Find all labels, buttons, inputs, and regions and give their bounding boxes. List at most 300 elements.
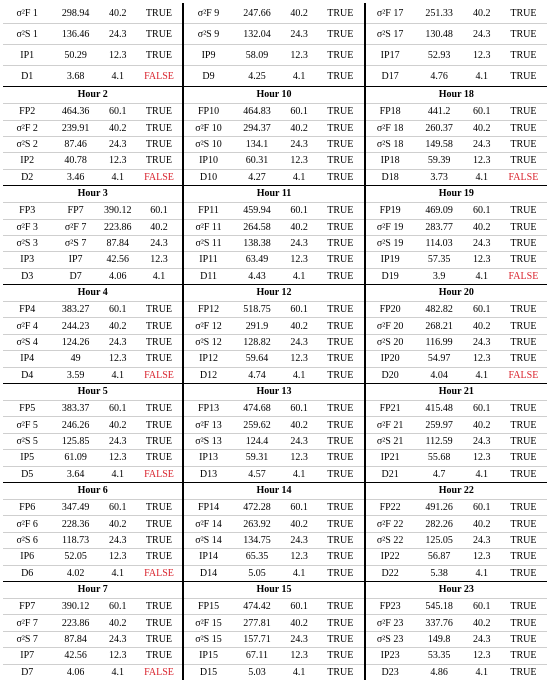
threshold-cell: 42.56 <box>106 254 129 266</box>
value-cell: 130.48 <box>425 28 453 40</box>
variable-cell: D2 <box>21 171 34 183</box>
result-cell: TRUE <box>145 419 173 431</box>
value-cell: 60.31 <box>245 155 269 167</box>
table-row <box>184 301 363 317</box>
table-row <box>3 598 182 614</box>
value-cell: 4.43 <box>248 270 266 282</box>
hour-block-continued <box>3 3 182 86</box>
table-row <box>3 664 182 680</box>
threshold-cell: 24.3 <box>108 139 127 151</box>
result-cell: TRUE <box>145 518 173 530</box>
value-cell: 259.97 <box>425 419 453 431</box>
result-cell: TRUE <box>327 601 354 613</box>
variable-cell: D15 <box>199 666 218 678</box>
table-row <box>184 251 363 267</box>
threshold-cell: 60.1 <box>290 106 308 118</box>
table-row <box>184 103 363 119</box>
result-cell: TRUE <box>327 28 354 40</box>
result-cell: TRUE <box>510 139 537 151</box>
variable-cell: σ²F 9 <box>197 7 220 19</box>
table-row <box>366 65 547 86</box>
result-cell: TRUE <box>510 70 537 82</box>
table-row <box>184 515 363 531</box>
hour-header: Hour 13 <box>256 386 292 398</box>
table-row <box>184 23 363 44</box>
variable-cell: σ²F 5 <box>16 419 38 431</box>
threshold-cell: 24.3 <box>472 139 491 151</box>
variable-cell: D10 <box>199 171 218 183</box>
result-cell: FALSE <box>144 468 174 480</box>
variable-cell: σ²F 4 <box>16 320 38 332</box>
threshold-cell: 4.1 <box>111 369 124 381</box>
threshold-cell: 40.2 <box>290 617 308 629</box>
value-cell: 4.25 <box>248 70 266 82</box>
table-row <box>3 416 182 432</box>
threshold-cell: 40.2 <box>472 320 491 332</box>
hour-rows <box>184 499 363 581</box>
result-cell: TRUE <box>327 270 354 282</box>
value-cell: 149.8 <box>427 634 451 646</box>
hour-rows <box>3 499 182 581</box>
value-cell: 56.87 <box>427 551 451 563</box>
variable-cell: IP3 <box>20 254 35 266</box>
result-cell: TRUE <box>327 205 354 217</box>
result-cell: TRUE <box>327 468 354 480</box>
result-cell: TRUE <box>327 403 354 415</box>
value-cell: 5.03 <box>248 666 266 678</box>
result-cell: TRUE <box>510 254 537 266</box>
variable-cell: IP5 <box>20 452 35 464</box>
threshold-cell: 60.1 <box>290 403 308 415</box>
variable-cell: σ²S 6 <box>16 535 38 547</box>
hour-rows <box>184 202 363 284</box>
value-cell: 40.78 <box>64 155 87 167</box>
result-cell: TRUE <box>510 567 537 579</box>
variable-cell: D22 <box>381 567 399 579</box>
table-row <box>184 136 363 152</box>
table-row <box>184 65 363 86</box>
result-cell: TRUE <box>145 7 173 19</box>
hour-header: Hour 3 <box>77 188 108 200</box>
table-row <box>3 44 182 65</box>
table-row <box>3 466 182 482</box>
result-cell: TRUE <box>510 106 537 118</box>
result-cell: TRUE <box>510 419 537 431</box>
variable-cell: σ²S 19 <box>376 238 404 250</box>
threshold-cell: 4.1 <box>292 270 306 282</box>
variable-cell: σ²F 19 <box>376 221 404 233</box>
result-cell: TRUE <box>145 122 173 134</box>
variable-cell: IP13 <box>199 452 218 464</box>
value-cell: 3.73 <box>430 171 448 183</box>
variable-cell: FP22 <box>379 502 401 514</box>
variable-cell: D17 <box>381 70 399 82</box>
result-cell: TRUE <box>145 320 173 332</box>
variable-cell: IP17 <box>380 49 400 61</box>
hour-rows <box>3 400 182 482</box>
hour-block <box>184 482 363 581</box>
table-row <box>184 466 363 482</box>
threshold-cell: 12.3 <box>472 254 491 266</box>
variable-cell: D23 <box>381 666 399 678</box>
threshold-cell: 40.2 <box>108 320 127 332</box>
value-cell: 474.68 <box>243 403 271 415</box>
table-row <box>3 631 182 647</box>
value-cell: 294.37 <box>243 122 271 134</box>
result-cell: TRUE <box>510 666 537 678</box>
variable-cell: FP5 <box>19 403 36 415</box>
threshold-cell: 40.2 <box>108 7 127 19</box>
table-row <box>184 152 363 168</box>
hour-rows <box>3 301 182 383</box>
table-row <box>366 499 547 515</box>
result-cell: TRUE <box>510 535 537 547</box>
hour-block <box>366 185 547 284</box>
variable-cell: FP6 <box>19 502 36 514</box>
table-row <box>3 400 182 416</box>
result-cell: TRUE <box>510 468 537 480</box>
threshold-cell: 60.1 <box>108 304 127 316</box>
threshold-cell: 12.3 <box>472 551 491 563</box>
hour-header: Hour 21 <box>438 386 474 398</box>
hour-header: Hour 2 <box>77 89 108 101</box>
value-cell: 247.66 <box>243 7 271 19</box>
table-row <box>366 350 547 366</box>
table-row <box>184 317 363 333</box>
threshold-cell: 24.3 <box>290 337 308 349</box>
result-cell: TRUE <box>145 49 173 61</box>
result-cell: TRUE <box>145 452 173 464</box>
value-cell: 55.68 <box>427 452 451 464</box>
table-row <box>366 565 547 581</box>
threshold-cell: 12.3 <box>108 353 127 365</box>
value-cell: 124.26 <box>61 337 90 349</box>
value-cell: 251.33 <box>425 7 453 19</box>
value-cell: 3.9 <box>432 270 446 282</box>
threshold-cell: 12.3 <box>290 49 308 61</box>
hour-block-continued <box>184 3 363 86</box>
value-cell: 49 <box>70 353 81 365</box>
variable-cell: σ²F 7 <box>16 617 38 629</box>
hour-header: Hour 14 <box>256 485 292 497</box>
variable-cell: σ²F 12 <box>195 320 222 332</box>
variable-cell: σ²F 14 <box>195 518 222 530</box>
value-cell: 474.42 <box>243 601 271 613</box>
variable-cell: σ²S 3 <box>16 238 38 250</box>
threshold-cell: 60.1 <box>472 205 491 217</box>
value-cell: 277.81 <box>243 617 271 629</box>
result-cell: TRUE <box>327 452 354 464</box>
variable-cell: σ²F 15 <box>195 617 222 629</box>
threshold-cell: 24.3 <box>108 28 127 40</box>
variable-cell: D14 <box>199 567 218 579</box>
threshold-cell: 60.1 <box>108 403 127 415</box>
result-cell: TRUE <box>145 502 173 514</box>
result-cell: TRUE <box>510 28 537 40</box>
table-row <box>366 598 547 614</box>
result-cell: TRUE <box>327 221 354 233</box>
threshold-cell: 24.3 <box>472 28 491 40</box>
result-cell: TRUE <box>327 320 354 332</box>
table-row <box>366 416 547 432</box>
hour-block <box>184 383 363 482</box>
table-row <box>366 120 547 136</box>
table-row <box>3 565 182 581</box>
threshold-cell: 60.1 <box>108 601 127 613</box>
result-cell: TRUE <box>327 567 354 579</box>
hour-block <box>184 581 363 680</box>
threshold-cell: 4.1 <box>475 70 488 82</box>
table-column <box>366 3 547 680</box>
value-cell: 383.37 <box>61 403 90 415</box>
value-cell: 441.2 <box>427 106 451 118</box>
value-cell: 283.77 <box>425 221 453 233</box>
result-cell: TRUE <box>327 139 354 151</box>
value-cell: 4.27 <box>248 171 266 183</box>
result-cell: TRUE <box>327 254 354 266</box>
result-cell: TRUE <box>327 171 354 183</box>
value-cell: 383.27 <box>61 304 90 316</box>
table-row <box>184 416 363 432</box>
hour-rows <box>3 598 182 680</box>
value-cell: 390.12 <box>61 601 90 613</box>
variable-cell: IP10 <box>199 155 218 167</box>
threshold-cell: 40.2 <box>290 518 308 530</box>
threshold-cell: 12.3 <box>290 353 308 365</box>
value-cell: 124.4 <box>245 436 269 448</box>
threshold-cell: 40.2 <box>290 419 308 431</box>
value-cell: 3.46 <box>66 171 85 183</box>
variable-cell: σ²S 22 <box>376 535 404 547</box>
value-cell: 65.35 <box>245 551 269 563</box>
table-row <box>366 202 547 218</box>
variable-cell: FP15 <box>197 601 220 613</box>
value-cell: 87.84 <box>64 634 87 646</box>
value-cell: 239.91 <box>61 122 90 134</box>
result-cell: TRUE <box>145 650 173 662</box>
result-cell: TRUE <box>510 518 537 530</box>
result-cell: TRUE <box>510 601 537 613</box>
result-cell: TRUE <box>145 304 173 316</box>
variable-cell: D21 <box>381 468 399 480</box>
result-cell: TRUE <box>327 369 354 381</box>
table-row <box>366 169 547 185</box>
threshold-cell: 40.2 <box>108 518 127 530</box>
hour-block <box>3 86 182 185</box>
table-row <box>184 334 363 350</box>
table-row <box>3 202 182 218</box>
result-cell: TRUE <box>327 353 354 365</box>
result-cell: TRUE <box>327 436 354 448</box>
table-row <box>184 44 363 65</box>
variable-cell: IP18 <box>380 155 400 167</box>
table-row <box>366 466 547 482</box>
variable-cell: D18 <box>381 171 399 183</box>
value-cell: 3.68 <box>66 70 85 82</box>
table-row <box>184 169 363 185</box>
table-row <box>184 235 363 251</box>
table-row <box>366 647 547 663</box>
result-cell: FALSE <box>144 70 174 82</box>
table-row <box>184 548 363 564</box>
table-row <box>3 152 182 168</box>
value-cell: 545.18 <box>425 601 453 613</box>
threshold-cell: 4.1 <box>111 567 124 579</box>
hour-block <box>3 581 182 680</box>
hour-header: Hour 23 <box>438 584 474 596</box>
table-row <box>366 317 547 333</box>
variable-cell: FP23 <box>379 601 401 613</box>
variable-cell: D3 <box>21 270 34 282</box>
result-cell: TRUE <box>327 535 354 547</box>
threshold-cell: 4.1 <box>475 171 488 183</box>
variable-cell: σ²F 21 <box>376 419 404 431</box>
threshold-cell: 4.1 <box>292 70 306 82</box>
value-cell: 149.58 <box>425 139 453 151</box>
value-cell: 4.74 <box>248 369 266 381</box>
result-cell: TRUE <box>510 7 537 19</box>
table-row <box>3 350 182 366</box>
threshold-cell: 12.3 <box>472 353 491 365</box>
threshold-cell: 4.1 <box>292 468 306 480</box>
result-cell: TRUE <box>510 304 537 316</box>
value-cell: 246.26 <box>61 419 90 431</box>
variable-cell: IP22 <box>380 551 400 563</box>
threshold-cell: 24.3 <box>472 436 491 448</box>
table-row <box>3 367 182 383</box>
table-row <box>366 103 547 119</box>
table-row <box>366 532 547 548</box>
table-row <box>184 400 363 416</box>
result-cell: 24.3 <box>150 238 168 250</box>
threshold-cell: 40.2 <box>472 122 491 134</box>
threshold-cell: 40.2 <box>290 221 308 233</box>
table-row <box>3 449 182 465</box>
threshold-cell: 12.3 <box>108 551 127 563</box>
threshold-cell: 24.3 <box>290 238 308 250</box>
variable-cell: σ²F 11 <box>195 221 222 233</box>
table-row <box>3 515 182 531</box>
threshold-cell: 12.3 <box>472 650 491 662</box>
table-row <box>184 449 363 465</box>
result-cell: FALSE <box>144 369 174 381</box>
table-row <box>3 103 182 119</box>
result-cell: FALSE <box>144 666 174 678</box>
table-row <box>184 433 363 449</box>
variable-cell: D13 <box>199 468 218 480</box>
value-cell: 4.57 <box>248 468 266 480</box>
table-row <box>3 219 182 235</box>
variable-cell: FP4 <box>19 304 36 316</box>
table-row <box>3 499 182 515</box>
value-cell: 482.82 <box>425 304 453 316</box>
table-row <box>3 532 182 548</box>
variable-cell: σ²F 6 <box>16 518 38 530</box>
result-cell: TRUE <box>327 617 354 629</box>
variable-cell: σ²F 22 <box>376 518 404 530</box>
hour-rows <box>366 3 547 86</box>
result-cell: TRUE <box>327 337 354 349</box>
value-cell: 67.11 <box>245 650 268 662</box>
table-row <box>184 647 363 663</box>
value-cell: σ²F 7 <box>64 221 87 233</box>
result-cell: TRUE <box>327 650 354 662</box>
result-cell: TRUE <box>145 436 173 448</box>
threshold-cell: 24.3 <box>108 337 127 349</box>
value-cell: 337.76 <box>425 617 453 629</box>
threshold-cell: 24.3 <box>108 535 127 547</box>
hour-rows <box>366 103 547 185</box>
value-cell: 4.86 <box>430 666 448 678</box>
hour-header: Hour 5 <box>77 386 108 398</box>
value-cell: 128.82 <box>243 337 271 349</box>
result-cell: TRUE <box>510 337 537 349</box>
result-cell: TRUE <box>327 551 354 563</box>
table-row <box>3 136 182 152</box>
table-row <box>184 631 363 647</box>
result-cell: TRUE <box>327 122 354 134</box>
variable-cell: D7 <box>21 666 34 678</box>
value-cell: 138.38 <box>243 238 271 250</box>
value-cell: 5.05 <box>248 567 266 579</box>
table-row <box>3 548 182 564</box>
value-cell: 228.36 <box>61 518 90 530</box>
variable-cell: FP2 <box>19 106 36 118</box>
value-cell: 116.99 <box>425 337 453 349</box>
value-cell: 112.59 <box>425 436 453 448</box>
table-row <box>366 433 547 449</box>
value-cell: 59.39 <box>427 155 451 167</box>
threshold-cell: 24.3 <box>108 436 127 448</box>
variable-cell: IP2 <box>20 155 35 167</box>
value-cell: 223.86 <box>61 617 90 629</box>
threshold-cell: 87.84 <box>106 238 129 250</box>
threshold-cell: 12.3 <box>108 650 127 662</box>
table-row <box>366 268 547 284</box>
value-cell: σ²S 7 <box>64 238 87 250</box>
result-cell: FALSE <box>508 270 539 282</box>
value-cell: 472.28 <box>243 502 271 514</box>
hour-rows <box>184 400 363 482</box>
value-cell: 464.83 <box>243 106 271 118</box>
table-row <box>366 44 547 65</box>
hour-header: Hour 7 <box>77 584 108 596</box>
hour-header: Hour 4 <box>77 287 108 299</box>
value-cell: 4.06 <box>66 666 85 678</box>
hour-rows <box>366 202 547 284</box>
value-cell: 132.04 <box>243 28 271 40</box>
value-cell: 263.92 <box>243 518 271 530</box>
value-cell: 415.48 <box>425 403 453 415</box>
result-cell: TRUE <box>327 106 354 118</box>
hour-rows <box>184 103 363 185</box>
result-cell: TRUE <box>510 155 537 167</box>
result-cell: TRUE <box>510 436 537 448</box>
table-row <box>3 301 182 317</box>
hour-rows <box>3 202 182 284</box>
hour-header: Hour 12 <box>256 287 292 299</box>
threshold-cell: 4.1 <box>292 666 306 678</box>
threshold-cell: 40.2 <box>290 122 308 134</box>
variable-cell: D11 <box>200 270 217 282</box>
variable-cell: σ²F 23 <box>376 617 404 629</box>
variable-cell: σ²F 17 <box>376 7 404 19</box>
result-cell: TRUE <box>327 7 354 19</box>
table-row <box>3 614 182 630</box>
variable-cell: FP20 <box>379 304 401 316</box>
value-cell: 114.03 <box>425 238 453 250</box>
threshold-cell: 60.1 <box>472 304 491 316</box>
